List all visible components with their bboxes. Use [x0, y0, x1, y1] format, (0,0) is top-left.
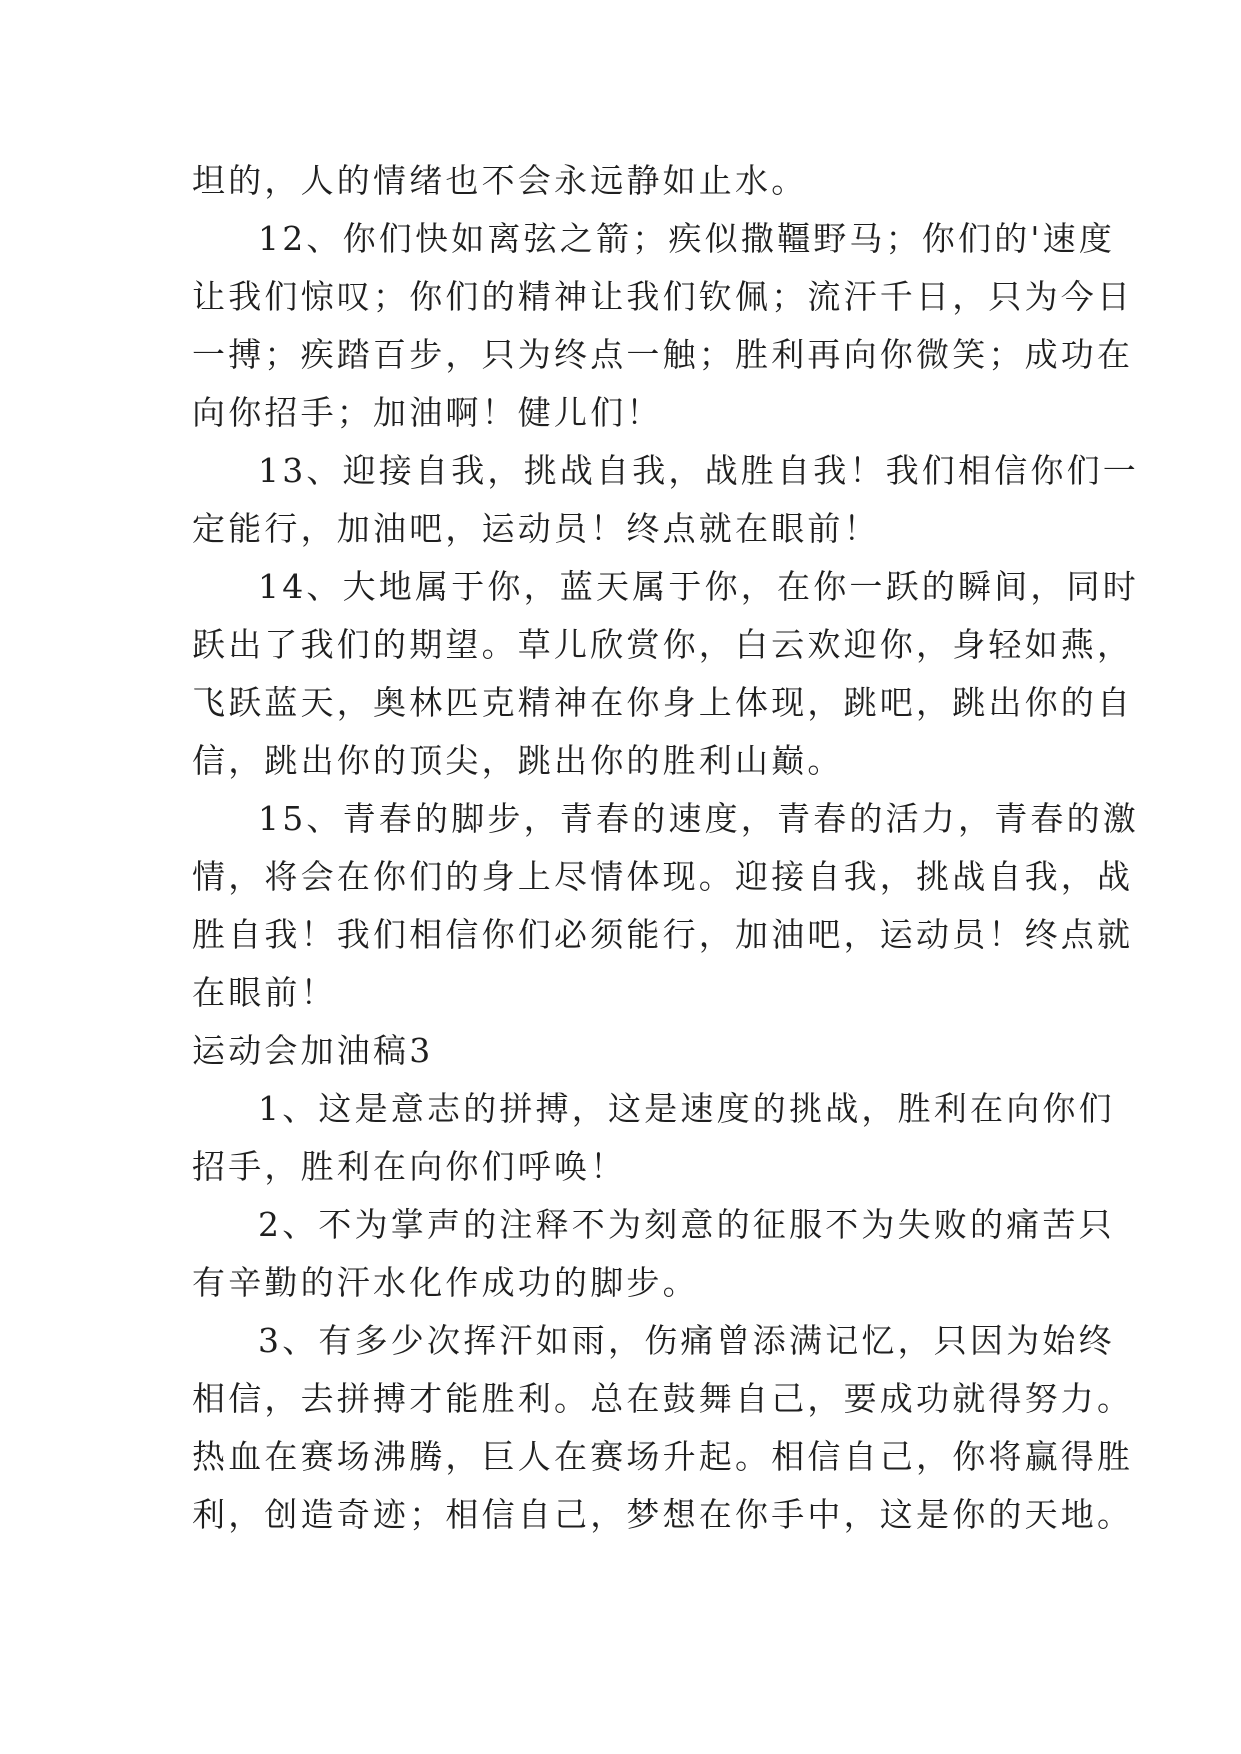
text-line: 向你招手；加油啊！健儿们！ [192, 393, 663, 432]
text-line: 2、不为掌声的注释不为刻意的征服不为失败的痛苦只 [258, 1205, 1115, 1244]
text-line: 定能行，加油吧，运动员！终点就在眼前！ [192, 509, 880, 548]
document-body [192, 152, 1139, 1544]
text-line: 相信，去拼搏才能胜利。总在鼓舞自己，要成功就得努力。 [192, 1379, 1134, 1418]
text-line: 跃出了我们的期望。草儿欣赏你，白云欢迎你，身轻如燕， [192, 625, 1134, 664]
section-heading: 运动会加油稿3 [192, 1031, 434, 1070]
text-line: 3、有多少次挥汗如雨，伤痛曾添满记忆，只因为始终 [258, 1321, 1115, 1360]
text-line: 坦的，人的情绪也不会永远静如止水。 [192, 161, 808, 200]
text-line: 利，创造奇迹；相信自己，梦想在你手中，这是你的天地。 [192, 1495, 1134, 1534]
text-line: 情，将会在你们的身上尽情体现。迎接自我，挑战自我，战 [192, 857, 1134, 896]
text-line: 信，跳出你的顶尖，跳出你的胜利山巅。 [192, 741, 844, 780]
text-line: 热血在赛场沸腾，巨人在赛场升起。相信自己，你将赢得胜 [192, 1437, 1134, 1476]
text-line: 让我们惊叹；你们的精神让我们钦佩；流汗千日，只为今日 [192, 277, 1134, 316]
text-line: 一搏；疾踏百步，只为终点一触；胜利再向你微笑；成功在 [192, 335, 1134, 374]
text-line: 13、迎接自我，挑战自我，战胜自我！我们相信你们一 [258, 451, 1139, 490]
text-line: 在眼前！ [192, 973, 337, 1012]
text-line: 有辛勤的汗水化作成功的脚步。 [192, 1263, 699, 1302]
text-line: 12、你们快如离弦之箭；疾似撒韁野马；你们的'速度 [258, 219, 1116, 258]
text-line: 胜自我！我们相信你们必须能行，加油吧，运动员！终点就 [192, 915, 1134, 954]
text-line: 15、青春的脚步，青春的速度，青春的活力，青春的激 [258, 799, 1139, 838]
text-line: 14、大地属于你，蓝天属于你，在你一跃的瞬间，同时 [258, 567, 1139, 606]
text-line: 飞跃蓝天，奥林匹克精神在你身上体现，跳吧，跳出你的自 [192, 683, 1134, 722]
text-line: 招手，胜利在向你们呼唤！ [192, 1147, 627, 1186]
text-line: 1、这是意志的拼搏，这是速度的挑战，胜利在向你们 [258, 1089, 1115, 1128]
